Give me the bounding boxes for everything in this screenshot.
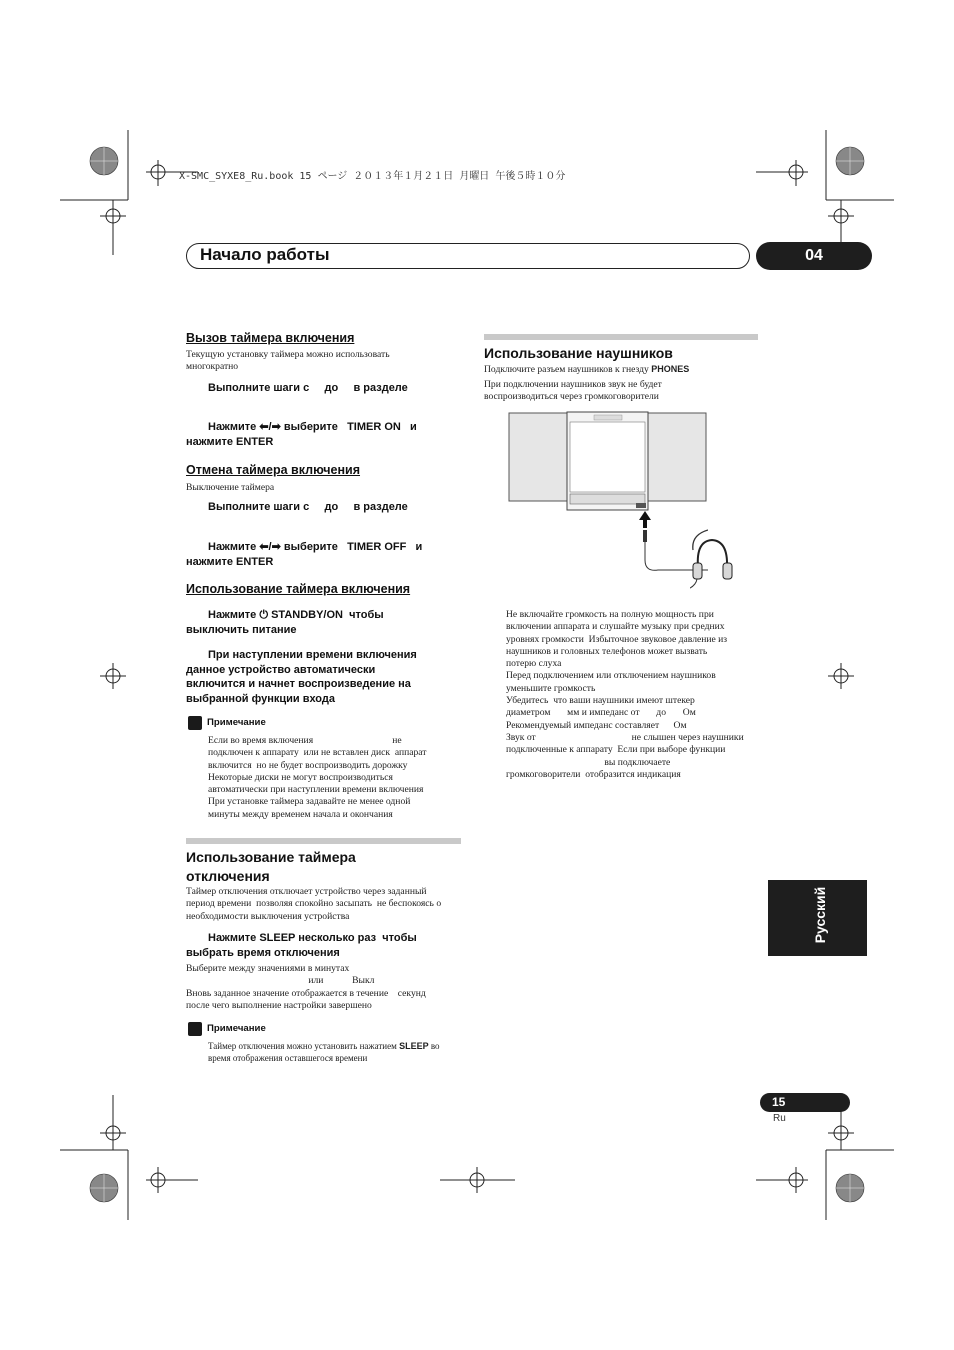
step-text: Выполните шаги с до в разделе [208, 382, 408, 394]
body-text: Выключение таймера [186, 482, 275, 493]
step-text: Нажмите SLEEP несколько раз чтобы выбрать время отключения [186, 932, 417, 959]
body-text: Таймер отключения отключает устройство через заданный период времени позволяя спокойно засыпать не беспокоясь о необходимости выключения устройства [186, 886, 442, 922]
note-icon [188, 1022, 202, 1036]
page-number: 15 [772, 1095, 786, 1109]
step-text: Нажмите ⏻ STANDBY/ON чтобы выключить питание [186, 609, 384, 636]
section-divider [484, 334, 758, 340]
body-text: Текущую установку таймера можно использовать многократно [186, 349, 390, 373]
note-text: Если во время включения не подключен к аппарату или не вставлен диск аппарат включится но не будет воспроизводить дорожку Некоторые диски не могут воспроизводиться автоматически при наступлении времени включения При установке таймера задавайте не менее одной минуты между временем начала и окончания [208, 735, 427, 820]
section-divider [186, 838, 461, 844]
headphones-icon [690, 535, 735, 595]
section-heading-timer-use: Использование таймера включения [186, 582, 411, 596]
language-tab-label: Русский [812, 886, 828, 944]
headphone-connection-illustration [508, 410, 708, 600]
step-text: Нажмите ⬅/➡ выберите TIMER OFF и нажмите ENTER [186, 541, 423, 568]
note-text: Таймер отключения можно установить нажатием SLEEP во время отображения оставшегося времени [208, 1041, 440, 1064]
section-heading-headphones: Использование наушников [484, 345, 673, 361]
note-label: Примечание [207, 1023, 266, 1034]
note-label: Примечание [207, 717, 266, 728]
page-number-badge [760, 1093, 850, 1112]
body-text: Выберите между значениями в минутах или Выкл Вновь заданное значение отображается в течение секунд после чего выполнение настройки завершено [186, 963, 426, 1011]
note-icon [188, 716, 202, 730]
chapter-title: Начало работы [200, 245, 330, 264]
section-heading-timer-recall: Вызов таймера включения [186, 331, 355, 345]
section-heading-sleep-timer: Использование таймера отключения [186, 849, 356, 884]
print-info: X-SMC_SYXE8_Ru.book 15 ページ ２０１３年１月２１日 月曜日 午後５時１０分 [179, 171, 566, 182]
body-text: При подключении наушников звук не будет воспроизводиться через громкоговорители [484, 379, 662, 403]
step-text: При наступлении времени включения данное устройство автоматически включится и начнет воспроизведение на выбранной функции входа [186, 649, 417, 705]
body-text: Подключите разъем наушников к гнезду PHONES [484, 364, 690, 375]
page-language-code: Ru [773, 1113, 786, 1124]
step-text: Нажмите ⬅/➡ выберите TIMER ON и нажмите ENTER [186, 421, 417, 448]
step-text: Выполните шаги с до в разделе [208, 501, 408, 513]
chapter-number-badge: 04 [756, 242, 872, 270]
warning-list: Не включайте громкость на полную мощность при включении аппарата и слушайте музыку при средних уровнях громкости Избыточное звуковое давление из наушников и головных телефонов может вызвать потерю слуха Перед подключением или отключением наушников уменьшите громкость Убедитесь что ваши наушники имеют штекер диаметром мм и импеданс от до Ом Рекомендуемый импеданс составляет Ом Звук от не слышен через наушники подключенные к аппарату Если при выборе функции вы подключаете громкоговорители отобразится индикация [506, 609, 744, 780]
section-heading-timer-cancel: Отмена таймера включения [186, 463, 361, 477]
